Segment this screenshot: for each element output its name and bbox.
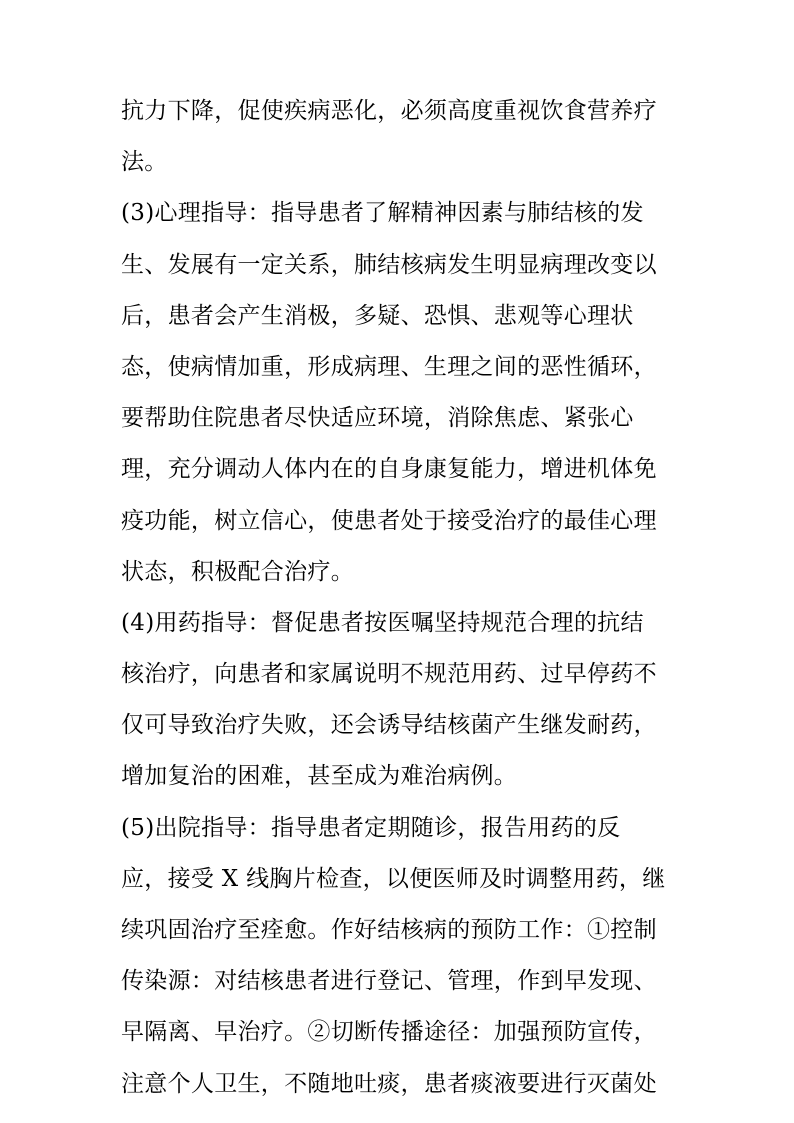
document-body <box>121 86 681 1110</box>
text-line: 状态，积极配合治疗。 <box>121 558 354 585</box>
text-line: 核治疗，向患者和家属说明不规范用药、过早停药不 <box>121 661 657 688</box>
text-line: 应，接受 X 线胸片检查，以便医师及时调整用药，继 <box>121 865 666 892</box>
text-line: 理，充分调动人体内在的自身康复能力，增进机体免 <box>121 456 657 483</box>
text-line: 后，患者会产生消极，多疑、恐惧、悲观等心理状 <box>121 302 634 329</box>
text-line: 早隔离、早治疗。②切断传播途径：加强预防宣传， <box>121 1019 657 1046</box>
text-line: 态，使病情加重，形成病理、生理之间的恶性循环， <box>121 353 657 380</box>
text-line: 传染源：对结核患者进行登记、管理，作到早发现、 <box>121 968 657 995</box>
section-heading-psychological: (3)心理指导：指导患者了解精神因素与肺结核的发 <box>121 200 644 227</box>
text-line: 注意个人卫生，不随地吐痰，患者痰液要进行灭菌处 <box>121 1070 657 1097</box>
text-line: 抗力下降，促使疾病恶化，必须高度重视饮食营养疗 <box>121 98 657 124</box>
section-heading-medication: (4)用药指导：督促患者按医嘱坚持规范合理的抗结 <box>121 609 644 636</box>
text-line: 疫功能，树立信心，使患者处于接受治疗的最佳心理 <box>121 507 657 534</box>
section-heading-discharge: (5)出院指导：指导患者定期随诊，报告用药的反 <box>121 814 621 841</box>
text-line: 仅可导致治疗失败，还会诱导结核菌产生继发耐药， <box>121 712 657 739</box>
text-line: 增加复治的困难，甚至成为难治病例。 <box>121 763 518 790</box>
text-line: 续巩固治疗至痊愈。作好结核病的预防工作：①控制 <box>121 917 657 943</box>
text-line: 生、发展有一定关系，肺结核病发生明显病理改变以 <box>121 251 657 278</box>
text-line: 法。 <box>121 149 168 176</box>
text-line: 要帮助住院患者尽快适应环境，消除焦虑、紧张心 <box>121 405 634 432</box>
